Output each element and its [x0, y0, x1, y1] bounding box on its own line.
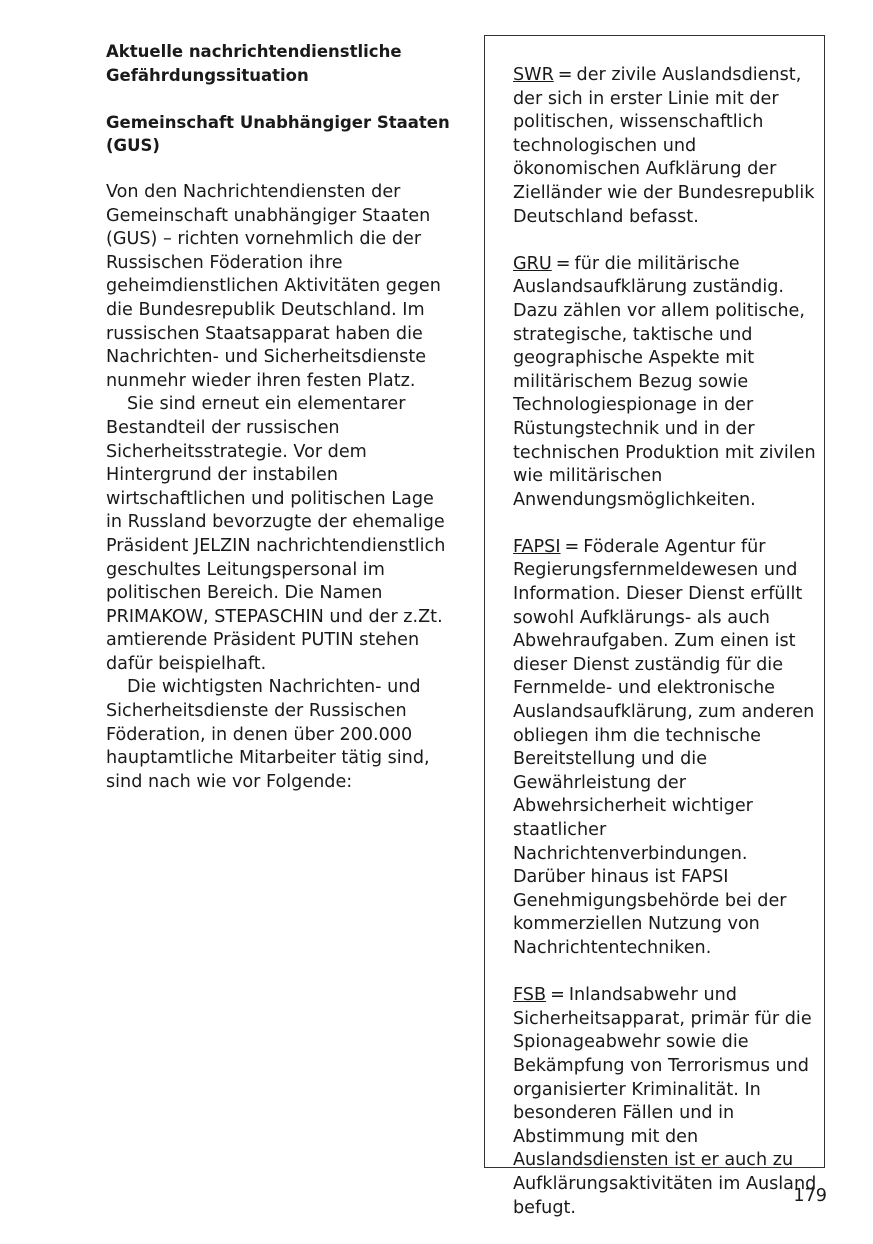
agency-entry-swr: [513, 64, 819, 229]
agency-description: Inlandsabwehr und Sicherheitsapparat, primär für die Spionageabwehr sowie die Bekämpfung von Terrorismus und organisierter Kriminalität. In besonderen Fällen und in Abstimmung mit den Auslandsdiensten ist er auch zu Aufklärungsaktivitäten im Ausland befugt.: [513, 985, 817, 1218]
agency-entry-gru: [513, 253, 819, 513]
equals-sign: =: [557, 65, 573, 85]
main-column: [106, 40, 454, 794]
equals-sign: =: [564, 536, 580, 557]
agency-description: für die militärische Auslandsaufklärung zuständig. Dazu zählen vor allem politische, strategische, taktische und geographische Aspekte mit militärischem Bezug sowie Technologiespionage in der Rüstungstechnik und in der technischen Produktion mit zivilen wie militärischen Anwendungsmöglichkeiten.: [513, 253, 816, 510]
agency-list: [513, 64, 819, 1244]
agency-entry-fapsi: [513, 536, 819, 961]
agency-description: der zivile Auslandsdienst, der sich in erster Linie mit der politischen, wissenschaftlich technologischen und ökonomischen Aufklärung der Zielländer wie der Bundesrepublik Deutschland befasst.: [513, 65, 815, 227]
paragraph: Sie sind erneut ein elementarer Bestandteil der russischen Sicherheitsstrategie. Vor dem Hintergrund der instabilen wirtschaftlichen und politischen Lage in Russland bevorzugte der ehemalige Präsident JELZIN nachrichtendienstlich geschultes Leitungspersonal im politischen Bereich. Die Namen PRIMAKOW, STEPASCHIN und der z.Zt. amtierende Präsident PUTIN stehen dafür beispielhaft.: [106, 394, 446, 674]
subsection-heading: Gemeinschaft Unabhängiger Staaten (GUS): [106, 112, 450, 155]
agency-abbreviation: SWR: [513, 65, 554, 85]
body-text: [106, 181, 454, 794]
equals-sign: =: [555, 253, 571, 274]
paragraph: Die wichtigsten Nachrichten- und Sicherheitsdienste der Russischen Föderation, in denen über 200.000 hauptamtliche Mitarbeiter tätig sind, sind nach wie vor Folgende:: [106, 677, 430, 792]
agency-abbreviation: FSB: [513, 985, 547, 1006]
agency-description: Föderale Agentur für Regierungsfernmeldewesen und Information. Dieser Dienst erfüllt sowohl Aufklärungs- als auch Abwehraufgaben. Zum einen ist dieser Dienst zuständig für die Fernmelde- und elektronische Auslandsaufklärung, zum anderen obliegen ihm die technische Bereitstellung und die Gewährleistung der Abwehrsicherheit wichtiger staatlicher Nachrichtenverbindungen. Darüber hinaus ist FAPSI Genehmigungsbehörde bei der kommerziellen Nutzung von Nachrichtentechniken.: [513, 536, 815, 958]
paragraph: Von den Nachrichtendiensten der Gemeinschaft unabhängiger Staaten (GUS) – richten vornehmlich die der Russischen Föderation ihre geheimdienstlichen Aktivitäten gegen die Bundesrepublik Deutschland. Im russischen Staatsapparat haben die Nachrichten- und Sicherheitsdienste nunmehr wieder ihren festen Platz.: [106, 182, 441, 391]
page-number: 179: [793, 1186, 827, 1206]
agency-abbreviation: GRU: [513, 253, 552, 274]
section-heading: Aktuelle nachrichtendienstliche Gefährdungssituation: [106, 42, 402, 85]
agency-abbreviation: FAPSI: [513, 536, 561, 557]
equals-sign: =: [550, 985, 565, 1006]
agency-entry-fsb: [513, 984, 819, 1220]
